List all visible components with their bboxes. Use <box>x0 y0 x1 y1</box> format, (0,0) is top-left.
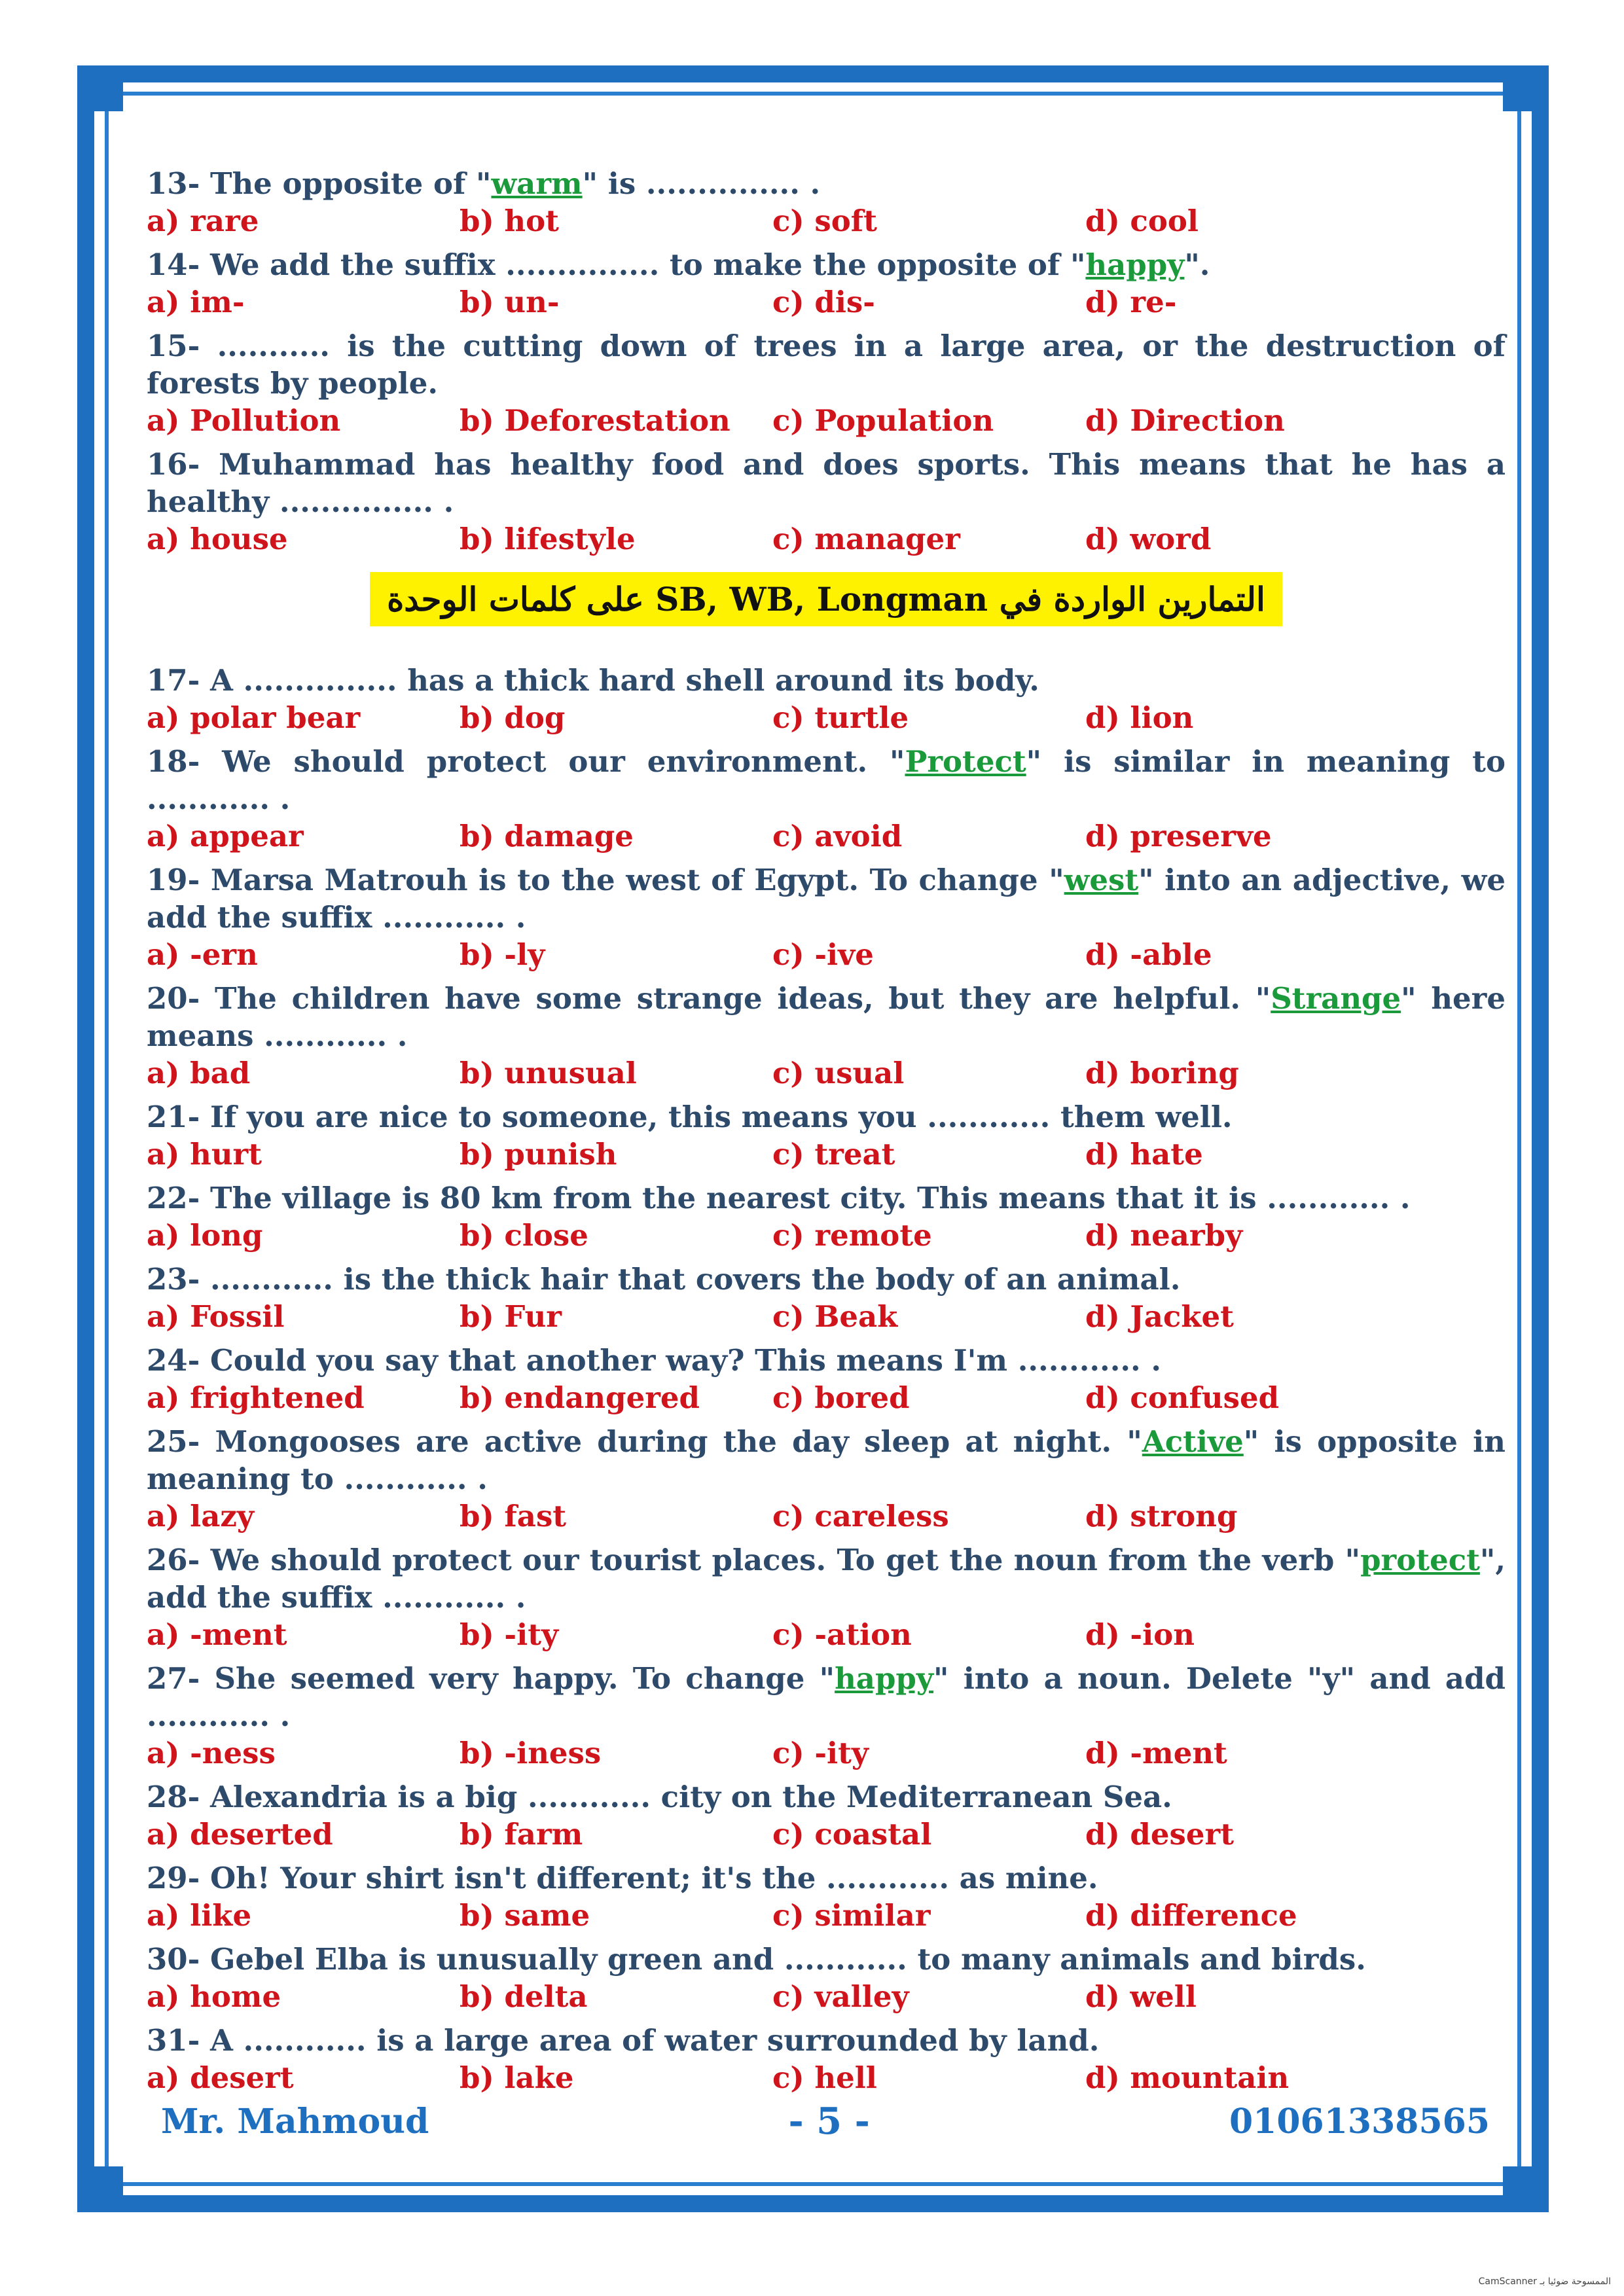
answer-option-d: d) hate <box>1085 1137 1203 1172</box>
answer-option-d: d) -ion <box>1085 1617 1195 1652</box>
question-text-end: " into an adjective, we add the suffix ............ . <box>147 863 1506 935</box>
footer-author: Mr. Mahmoud <box>161 2101 429 2142</box>
question-text: The opposite of " <box>209 166 492 201</box>
answer-options <box>147 1136 1506 1173</box>
question-text: If you are nice to someone, this means you ............ them well. <box>209 1100 1233 1134</box>
answer-option-c: c) similar <box>772 1898 931 1933</box>
question-number: 17 <box>147 663 188 698</box>
question-text: Could you say that another way? This means I'm ............ . <box>209 1343 1162 1378</box>
answer-option-d: d) boring <box>1085 1056 1239 1090</box>
question-keyword: Active <box>1142 1424 1244 1459</box>
answer-option-d: d) confused <box>1085 1380 1280 1415</box>
answer-option-b: b) endangered <box>460 1380 700 1415</box>
answer-option-b: b) lifestyle <box>460 522 636 556</box>
answer-option-c: c) remote <box>772 1218 932 1253</box>
question-number: 19 <box>147 863 188 897</box>
question-22: 22- The village is 80 km from the nearest city. This means that it is ............ . <box>147 1181 1411 1215</box>
answer-option-c: c) soft <box>772 204 877 238</box>
answer-option-b: b) un- <box>460 285 560 319</box>
answer-option-c: c) treat <box>772 1137 895 1172</box>
answer-option-a: a) -ness <box>147 1736 276 1770</box>
answer-option-c: c) -ation <box>772 1617 912 1652</box>
answer-option-c: c) bored <box>772 1380 910 1415</box>
question-number: 21 <box>147 1100 188 1134</box>
answer-option-a: a) Fossil <box>147 1299 285 1334</box>
answer-option-c: c) dis- <box>772 285 875 319</box>
question-text-end: ". <box>1184 247 1210 282</box>
answer-option-a: a) polar bear <box>147 700 361 735</box>
answer-option-c: c) Population <box>772 403 994 438</box>
question-number: 29 <box>147 1861 188 1895</box>
question-text: Marsa Matrouh is to the west of Egypt. To change " <box>210 863 1064 897</box>
answer-option-a: a) -ment <box>147 1617 287 1652</box>
answer-option-c: c) manager <box>772 522 960 556</box>
answer-option-d: d) desert <box>1085 1817 1234 1852</box>
answer-option-c: c) avoid <box>772 819 903 853</box>
question-text: Gebel Elba is unusually green and ............ to many animals and birds. <box>209 1942 1366 1977</box>
answer-option-b: b) -ly <box>460 937 545 972</box>
footer-phone: 01061338565 <box>1229 2101 1490 2142</box>
question-text: Muhammad has healthy food and does sports. This means that he has a healthy ............... . <box>147 447 1506 519</box>
answer-option-a: a) like <box>147 1898 252 1933</box>
answer-option-a: a) bad <box>147 1056 251 1090</box>
question-text-end: " is ............... . <box>582 166 821 201</box>
question-keyword: Protect <box>905 744 1026 779</box>
question-text: She seemed very happy. To change " <box>214 1661 835 1696</box>
answer-option-a: a) appear <box>147 819 304 853</box>
question-text: We should protect our environment. " <box>222 744 905 779</box>
question-17: 17- A ............... has a thick hard shell around its body. <box>147 663 1039 698</box>
answer-options <box>147 699 1506 736</box>
answer-options <box>147 1616 1506 1653</box>
answer-option-a: a) desert <box>147 2060 294 2095</box>
answer-option-b: b) farm <box>460 1817 583 1852</box>
answer-option-d: d) strong <box>1085 1499 1238 1534</box>
answer-option-a: a) rare <box>147 204 259 238</box>
page-footer <box>161 2100 1490 2143</box>
frame-corner-tr <box>1503 65 1549 111</box>
question-15: 15- ........... is the cutting down of trees in a large area, or the destruction of forests by people. <box>147 329 1506 401</box>
answer-option-c: c) -ive <box>772 937 874 972</box>
answer-options <box>147 817 1506 855</box>
worksheet-content <box>147 165 1506 2103</box>
answer-option-c: c) Beak <box>772 1299 898 1334</box>
answer-options <box>147 936 1506 973</box>
question-16: 16- Muhammad has healthy food and does sports. This means that he has a healthy ............... . <box>147 447 1506 519</box>
answer-options <box>147 1298 1506 1335</box>
answer-options <box>147 1498 1506 1535</box>
question-number: 31 <box>147 2023 188 2058</box>
question-24: 24- Could you say that another way? This means I'm ............ . <box>147 1343 1162 1378</box>
answer-option-b: b) unusual <box>460 1056 637 1090</box>
answer-option-b: b) fast <box>460 1499 567 1534</box>
question-text-end: " is opposite in meaning to ............ . <box>147 1424 1506 1496</box>
answer-option-c: c) coastal <box>772 1817 932 1852</box>
question-31: 31- A ............ is a large area of water surrounded by land. <box>147 2023 1100 2058</box>
question-keyword: warm <box>491 166 583 201</box>
question-29: 29- Oh! Your shirt isn't different; it's the ............ as mine. <box>147 1861 1098 1895</box>
answer-option-b: b) delta <box>460 1979 588 2014</box>
section-banner-text: التمارين الواردة في SB, WB, Longman على كلمات الوحدة <box>370 572 1282 626</box>
answer-options <box>147 1816 1506 1853</box>
answer-option-d: d) lion <box>1085 700 1194 735</box>
answer-option-d: d) mountain <box>1085 2060 1290 2095</box>
answer-option-b: b) dog <box>460 700 566 735</box>
answer-option-c: c) valley <box>772 1979 909 2014</box>
answer-option-c: c) turtle <box>772 700 909 735</box>
answer-option-d: d) preserve <box>1085 819 1272 853</box>
question-23: 23- ............ is the thick hair that covers the body of an animal. <box>147 1262 1181 1297</box>
question-group-a <box>147 165 1506 558</box>
answer-option-b: b) punish <box>460 1137 617 1172</box>
answer-option-d: d) difference <box>1085 1898 1297 1933</box>
question-20: 20- The children have some strange ideas, but they are helpful. "Strange" here means ............ . <box>147 981 1506 1053</box>
answer-option-b: b) lake <box>460 2060 574 2095</box>
answer-options <box>147 1897 1506 1934</box>
answer-options <box>147 402 1506 439</box>
question-26: 26- We should protect our tourist places. To get the noun from the verb "protect", add the suffix ............ . <box>147 1543 1506 1615</box>
question-keyword: Strange <box>1271 981 1401 1016</box>
answer-option-a: a) -ern <box>147 937 258 972</box>
answer-option-a: a) lazy <box>147 1499 255 1534</box>
question-group-b <box>147 662 1506 2096</box>
footer-page-number: - 5 - <box>788 2100 870 2143</box>
question-number: 22 <box>147 1181 188 1215</box>
question-text-end: " is similar in meaning to ............ . <box>147 744 1506 816</box>
question-text: Oh! Your shirt isn't different; it's the ............ as mine. <box>209 1861 1098 1895</box>
question-text: The village is 80 km from the nearest city. This means that it is ............ . <box>209 1181 1411 1215</box>
answer-option-d: d) Direction <box>1085 403 1285 438</box>
question-18: 18- We should protect our environment. "Protect" is similar in meaning to ............ . <box>147 744 1506 816</box>
question-28: 28- Alexandria is a big ............ city on the Mediterranean Sea. <box>147 1780 1172 1814</box>
answer-option-a: a) home <box>147 1979 281 2014</box>
question-number: 25 <box>147 1424 188 1459</box>
answer-option-b: b) same <box>460 1898 590 1933</box>
answer-options <box>147 1379 1506 1416</box>
question-number: 27 <box>147 1661 188 1696</box>
question-keyword: protect <box>1360 1543 1480 1577</box>
question-number: 24 <box>147 1343 188 1378</box>
answer-option-d: d) cool <box>1085 204 1199 238</box>
question-19: 19- Marsa Matrouh is to the west of Egypt. To change "west" into an adjective, we add the suffix ............ . <box>147 863 1506 935</box>
answer-option-a: a) Pollution <box>147 403 341 438</box>
answer-option-d: d) word <box>1085 522 1212 556</box>
answer-option-b: b) hot <box>460 204 559 238</box>
answer-option-d: d) nearby <box>1085 1218 1243 1253</box>
scanner-watermark: CamScanner الممسوحة ضوئيا بـ <box>1478 2276 1611 2287</box>
question-21: 21- If you are nice to someone, this means you ............ them well. <box>147 1100 1233 1134</box>
answer-options <box>147 1978 1506 2015</box>
answer-option-a: a) long <box>147 1218 263 1253</box>
answer-option-d: d) re- <box>1085 285 1177 319</box>
answer-option-b: b) -iness <box>460 1736 602 1770</box>
answer-option-a: a) im- <box>147 285 245 319</box>
question-text: A ............... has a thick hard shell around its body. <box>209 663 1039 698</box>
question-25: 25- Mongooses are active during the day sleep at night. "Active" is opposite in meaning to ............ . <box>147 1424 1506 1496</box>
question-number: 13 <box>147 166 188 201</box>
question-number: 18 <box>147 744 188 779</box>
question-number: 30 <box>147 1942 188 1977</box>
question-text-end: ", add the suffix ............ . <box>147 1543 1506 1615</box>
question-27: 27- She seemed very happy. To change "happy" into a noun. Delete "y" and add ............ . <box>147 1661 1506 1733</box>
question-14: 14- We add the suffix ............... to make the opposite of "happy". <box>147 247 1210 282</box>
question-text: Alexandria is a big ............ city on the Mediterranean Sea. <box>209 1780 1172 1814</box>
question-number: 16 <box>147 447 188 482</box>
question-text: A ............ is a large area of water surrounded by land. <box>209 2023 1100 2058</box>
answer-options <box>147 1734 1506 1772</box>
question-number: 23 <box>147 1262 188 1297</box>
question-13: 13- The opposite of "warm" is ............... . <box>147 166 821 201</box>
answer-option-d: d) -ment <box>1085 1736 1227 1770</box>
answer-option-c: c) hell <box>772 2060 877 2095</box>
answer-option-a: a) deserted <box>147 1817 333 1852</box>
question-keyword: west <box>1064 863 1139 897</box>
frame-corner-br <box>1503 2166 1549 2212</box>
answer-options <box>147 1054 1506 1092</box>
question-keyword: happy <box>835 1661 934 1696</box>
answer-option-d: d) -able <box>1085 937 1212 972</box>
question-text: ........... is the cutting down of trees in a large area, or the destruction of forests by people. <box>147 329 1506 401</box>
answer-option-b: b) -ity <box>460 1617 559 1652</box>
answer-options <box>147 202 1506 240</box>
question-text: We should protect our tourist places. To get the noun from the verb " <box>210 1543 1361 1577</box>
answer-options <box>147 520 1506 558</box>
frame-corner-tl <box>77 65 123 111</box>
question-text-end: " here means ............ . <box>147 981 1506 1053</box>
answer-option-d: d) well <box>1085 1979 1197 2014</box>
question-text: Mongooses are active during the day sleep at night. " <box>215 1424 1142 1459</box>
answer-option-a: a) frightened <box>147 1380 365 1415</box>
question-number: 28 <box>147 1780 188 1814</box>
answer-option-a: a) house <box>147 522 288 556</box>
answer-option-b: b) Fur <box>460 1299 562 1334</box>
question-number: 14 <box>147 247 188 282</box>
question-text: We add the suffix ............... to make the opposite of " <box>209 247 1086 282</box>
answer-option-b: b) close <box>460 1218 588 1253</box>
frame-corner-bl <box>77 2166 123 2212</box>
question-number: 15 <box>147 329 188 363</box>
question-text: The children have some strange ideas, but they are helpful. " <box>215 981 1271 1016</box>
section-banner <box>147 572 1506 626</box>
answer-option-a: a) hurt <box>147 1137 262 1172</box>
question-keyword: happy <box>1085 247 1185 282</box>
question-30: 30- Gebel Elba is unusually green and ............ to many animals and birds. <box>147 1942 1366 1977</box>
question-number: 26 <box>147 1543 188 1577</box>
answer-options <box>147 2059 1506 2096</box>
answer-option-b: b) Deforestation <box>460 403 731 438</box>
answer-option-c: c) -ity <box>772 1736 869 1770</box>
answer-option-c: c) usual <box>772 1056 905 1090</box>
answer-options <box>147 283 1506 321</box>
question-number: 20 <box>147 981 188 1016</box>
answer-option-d: d) Jacket <box>1085 1299 1234 1334</box>
answer-options <box>147 1217 1506 1254</box>
answer-option-b: b) damage <box>460 819 634 853</box>
answer-option-c: c) careless <box>772 1499 949 1534</box>
question-text-end: " into a noun. Delete "y" and add ............ . <box>147 1661 1506 1733</box>
question-text: ............ is the thick hair that covers the body of an animal. <box>209 1262 1181 1297</box>
